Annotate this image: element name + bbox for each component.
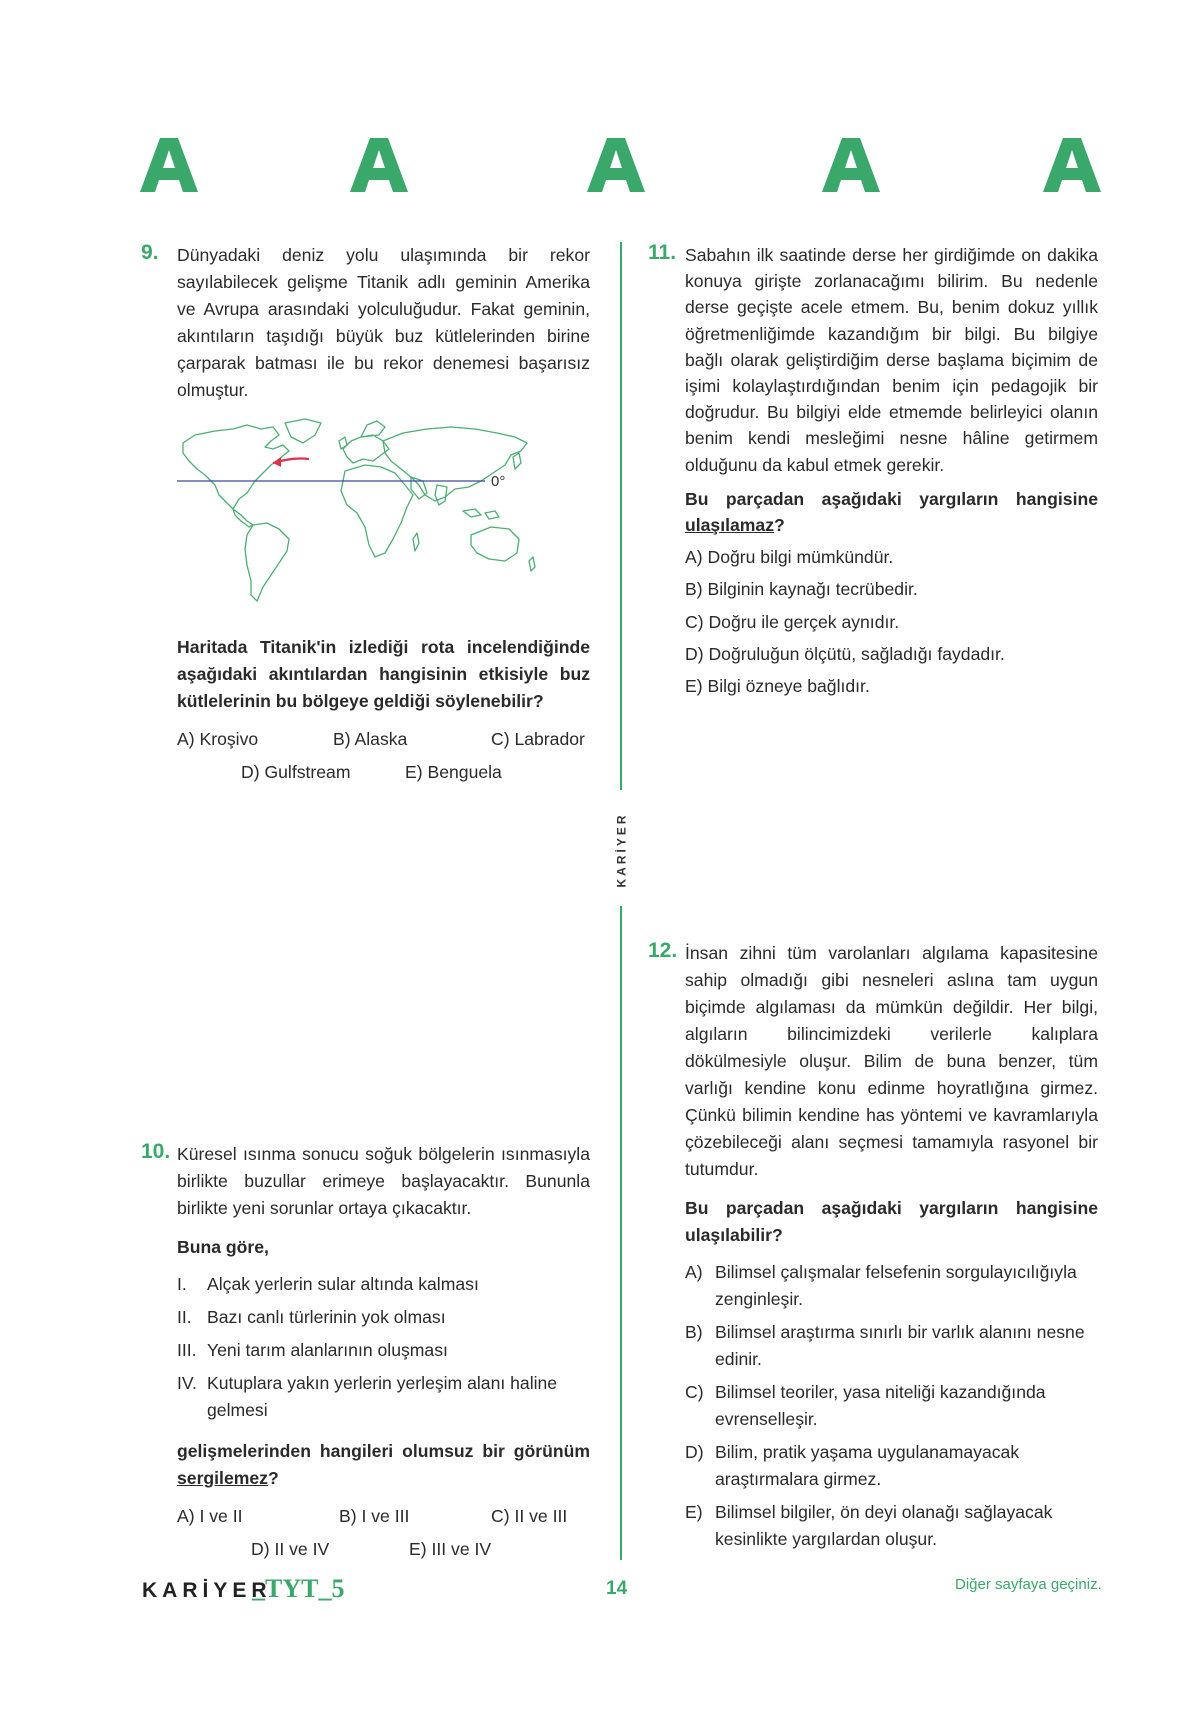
question-9-options — [177, 726, 597, 792]
q10-option-c[interactable]: C) II ve III — [491, 1506, 568, 1526]
q12-option-b[interactable] — [685, 1319, 1098, 1373]
column-divider-top — [620, 242, 622, 790]
q11-option-d[interactable]: D) Doğruluğun ölçütü, sağladığı faydadır. — [685, 643, 1005, 664]
question-9-question: Haritada Titanik'in izlediği rota incelendiğinde aşağıdaki akıntılardan hangisinin etkisiyle buz kütlelerinin bu bölgeye geldiği söylenebilir? — [177, 637, 590, 711]
question-10-lead: Buna göre, — [177, 1237, 269, 1257]
q12-option-c[interactable] — [685, 1379, 1098, 1433]
footer-brand: KARİYER — [142, 1579, 272, 1602]
q11-option-a[interactable]: A) Doğru bilgi mümkündür. — [685, 547, 894, 568]
banner-letter-a — [1043, 136, 1101, 194]
q11-option-c[interactable]: C) Doğru ile gerçek aynıdır. — [685, 611, 900, 632]
question-12-options — [685, 1259, 1098, 1553]
q10-option-d[interactable]: D) II ve IV — [251, 1539, 330, 1559]
q12-option-e[interactable] — [685, 1499, 1098, 1553]
q10-option-a[interactable]: A) I ve II — [177, 1506, 243, 1526]
q10-option-b[interactable]: B) I ve III — [339, 1506, 410, 1526]
question-11-text: Sabahın ilk saatinde derse her girdiğimde on dakika konuya girişte zorlanacağımı bilirim. Bu nedenle derse geçişte acele etmem. Bu, benim dokuz yıllık öğretmenliğimde kazandığım bir bilgi. Bu bilgiye bağlı olarak geliştirdiğim derse başlama biçimim de işimi kolaylaştırdığından benim için pedagojik bir doğrudur. Bu bilgiyi elde etmemde belirleyici olanın benim kendi mesleğimi nesne hâline getirmem olduğunu da kabul etmek gerekir. — [685, 245, 1098, 475]
q12-option-b-text: Bilimsel araştırma sınırlı bir varlık alanını nesne edinir. — [715, 1322, 1085, 1369]
q9-option-d[interactable]: D) Gulfstream — [241, 762, 351, 782]
question-9-number: 9. — [141, 241, 159, 264]
q10-statement-1-text: Alçak yerlerin sular altında kalması — [207, 1274, 479, 1294]
q12-option-a[interactable] — [685, 1259, 1098, 1313]
q10-question-main: gelişmelerinden hangileri olumsuz bir görünüm — [177, 1441, 590, 1461]
banner-letter-a — [822, 136, 880, 194]
question-10-question — [177, 1438, 590, 1492]
sidebar-brand — [604, 800, 638, 900]
question-12 — [685, 940, 1098, 1553]
q9-option-a[interactable]: A) Kroşivo — [177, 729, 259, 749]
q10-statement-4 — [177, 1370, 590, 1424]
q11-question-underline: ulaşılamaz — [685, 515, 774, 536]
question-10 — [177, 1141, 590, 1492]
q11-question-main: Bu parçadan aşağıdaki yargıların hangisine — [685, 488, 1098, 509]
question-10-number: 10. — [141, 1140, 171, 1163]
q12-option-a-letter: A) — [685, 1262, 703, 1282]
next-page-note: Diğer sayfaya geçiniz. — [955, 1576, 1102, 1593]
q12-option-c-text: Bilimsel teoriler, yasa niteliği kazandığında evrenselleşir. — [715, 1382, 1046, 1429]
q12-option-a-text: Bilimsel çalışmalar felsefenin sorgulayıcılığıyla zenginleşir. — [715, 1262, 1077, 1309]
question-11 — [685, 242, 1098, 699]
question-12-question: Bu parçadan aşağıdaki yargıların hangisine ulaşılabilir? — [685, 1198, 1098, 1245]
q10-statement-2-text: Bazı canlı türlerinin yok olması — [207, 1307, 446, 1327]
q10-statement-2 — [177, 1304, 590, 1331]
sidebar-brand-text: KARİYER — [614, 812, 629, 888]
q9-option-c[interactable]: C) Labrador — [491, 729, 585, 749]
question-9-text: Dünyadaki deniz yolu ulaşımında bir rekor sayılabilecek gelişme Titanik adlı geminin Amerika ve Avrupa arasındaki yolculuğudur. Fakat geminin, akıntıların taşıdığı büyük buz kütlelerinden birine çarparak batması ile bu rekor denemesi başarısız olmuştur. — [177, 245, 590, 400]
q10-statement-4-num: IV. — [177, 1373, 197, 1393]
q12-option-c-letter: C) — [685, 1382, 704, 1402]
page-number: 14 — [606, 1578, 628, 1599]
q10-statement-1 — [177, 1271, 590, 1298]
world-map — [175, 415, 575, 615]
q9-option-e[interactable]: E) Benguela — [405, 762, 502, 782]
q10-statement-3-num: III. — [177, 1340, 197, 1360]
question-9 — [177, 242, 590, 404]
question-11-number: 11. — [648, 241, 677, 264]
question-10-text: Küresel ısınma sonucu soğuk bölgelerin ısınmasıyla birlikte buzullar erimeye başlayacaktır. Bununla birlikte yeni sorunlar ortaya çıkacaktır. — [177, 1144, 590, 1218]
q10-statement-2-num: II. — [177, 1307, 192, 1327]
world-map-figure — [175, 415, 575, 615]
question-9-prompt — [177, 634, 590, 715]
q10-statement-4-text: Kutuplara yakın yerlerin yerleşim alanı haline gelmesi — [207, 1373, 558, 1420]
q12-option-e-text: Bilimsel bilgiler, ön deyi olanağı sağlayacak kesinlikte yargılardan oluşur. — [715, 1502, 1053, 1549]
q11-option-b[interactable]: B) Bilginin kaynağı tecrübedir. — [685, 579, 918, 600]
column-divider-bottom — [620, 906, 622, 1560]
question-12-number: 12. — [648, 939, 678, 962]
q9-option-b[interactable]: B) Alaska — [333, 729, 408, 749]
question-11-question — [685, 486, 1098, 538]
question-12-text: İnsan zihni tüm varolanları algılama kapasitesine sahip olmadığı gibi nesneleri aslına tam uygun biçimde algılaması da mümkün değildir. Her bilgi, algıların bilincimizdeki verilerle kalıplara dökülmesiyle oluşur. Bilim de buna benzer, tüm varlığı kendine konu edinme hoyratlığına girmez. Çünkü bilimin kendine has yöntemi ve kavramlarıyla çözebileceği alanı seçmesi tamamıyla rasyonel bir tutumdur. — [685, 943, 1098, 1179]
banner-letter-a — [350, 136, 408, 194]
q10-statement-3-text: Yeni tarım alanlarının oluşması — [207, 1340, 448, 1360]
question-11-options — [685, 544, 1098, 699]
q10-statement-1-num: I. — [177, 1274, 187, 1294]
question-10-options — [177, 1503, 597, 1569]
equator-label: 0° — [491, 473, 506, 490]
footer-exam-code: _TYT_5 — [252, 1574, 345, 1603]
q12-option-d[interactable] — [685, 1439, 1098, 1493]
q10-option-e[interactable]: E) III ve IV — [409, 1539, 492, 1559]
q12-option-d-text: Bilim, pratik yaşama uygulanamayacak araştırmalara girmez. — [715, 1442, 1020, 1489]
q11-question-end: ? — [774, 515, 785, 536]
banner-letter-a — [140, 136, 198, 194]
banner-letter-a — [587, 136, 645, 194]
q11-option-e[interactable]: E) Bilgi özneye bağlıdır. — [685, 676, 870, 697]
q10-statement-3 — [177, 1337, 590, 1364]
q10-question-underline: sergilemez — [177, 1468, 268, 1488]
q12-option-e-letter: E) — [685, 1502, 703, 1522]
q10-question-end: ? — [267, 1468, 279, 1488]
q12-option-b-letter: B) — [685, 1322, 703, 1342]
q12-option-d-letter: D) — [685, 1442, 704, 1462]
